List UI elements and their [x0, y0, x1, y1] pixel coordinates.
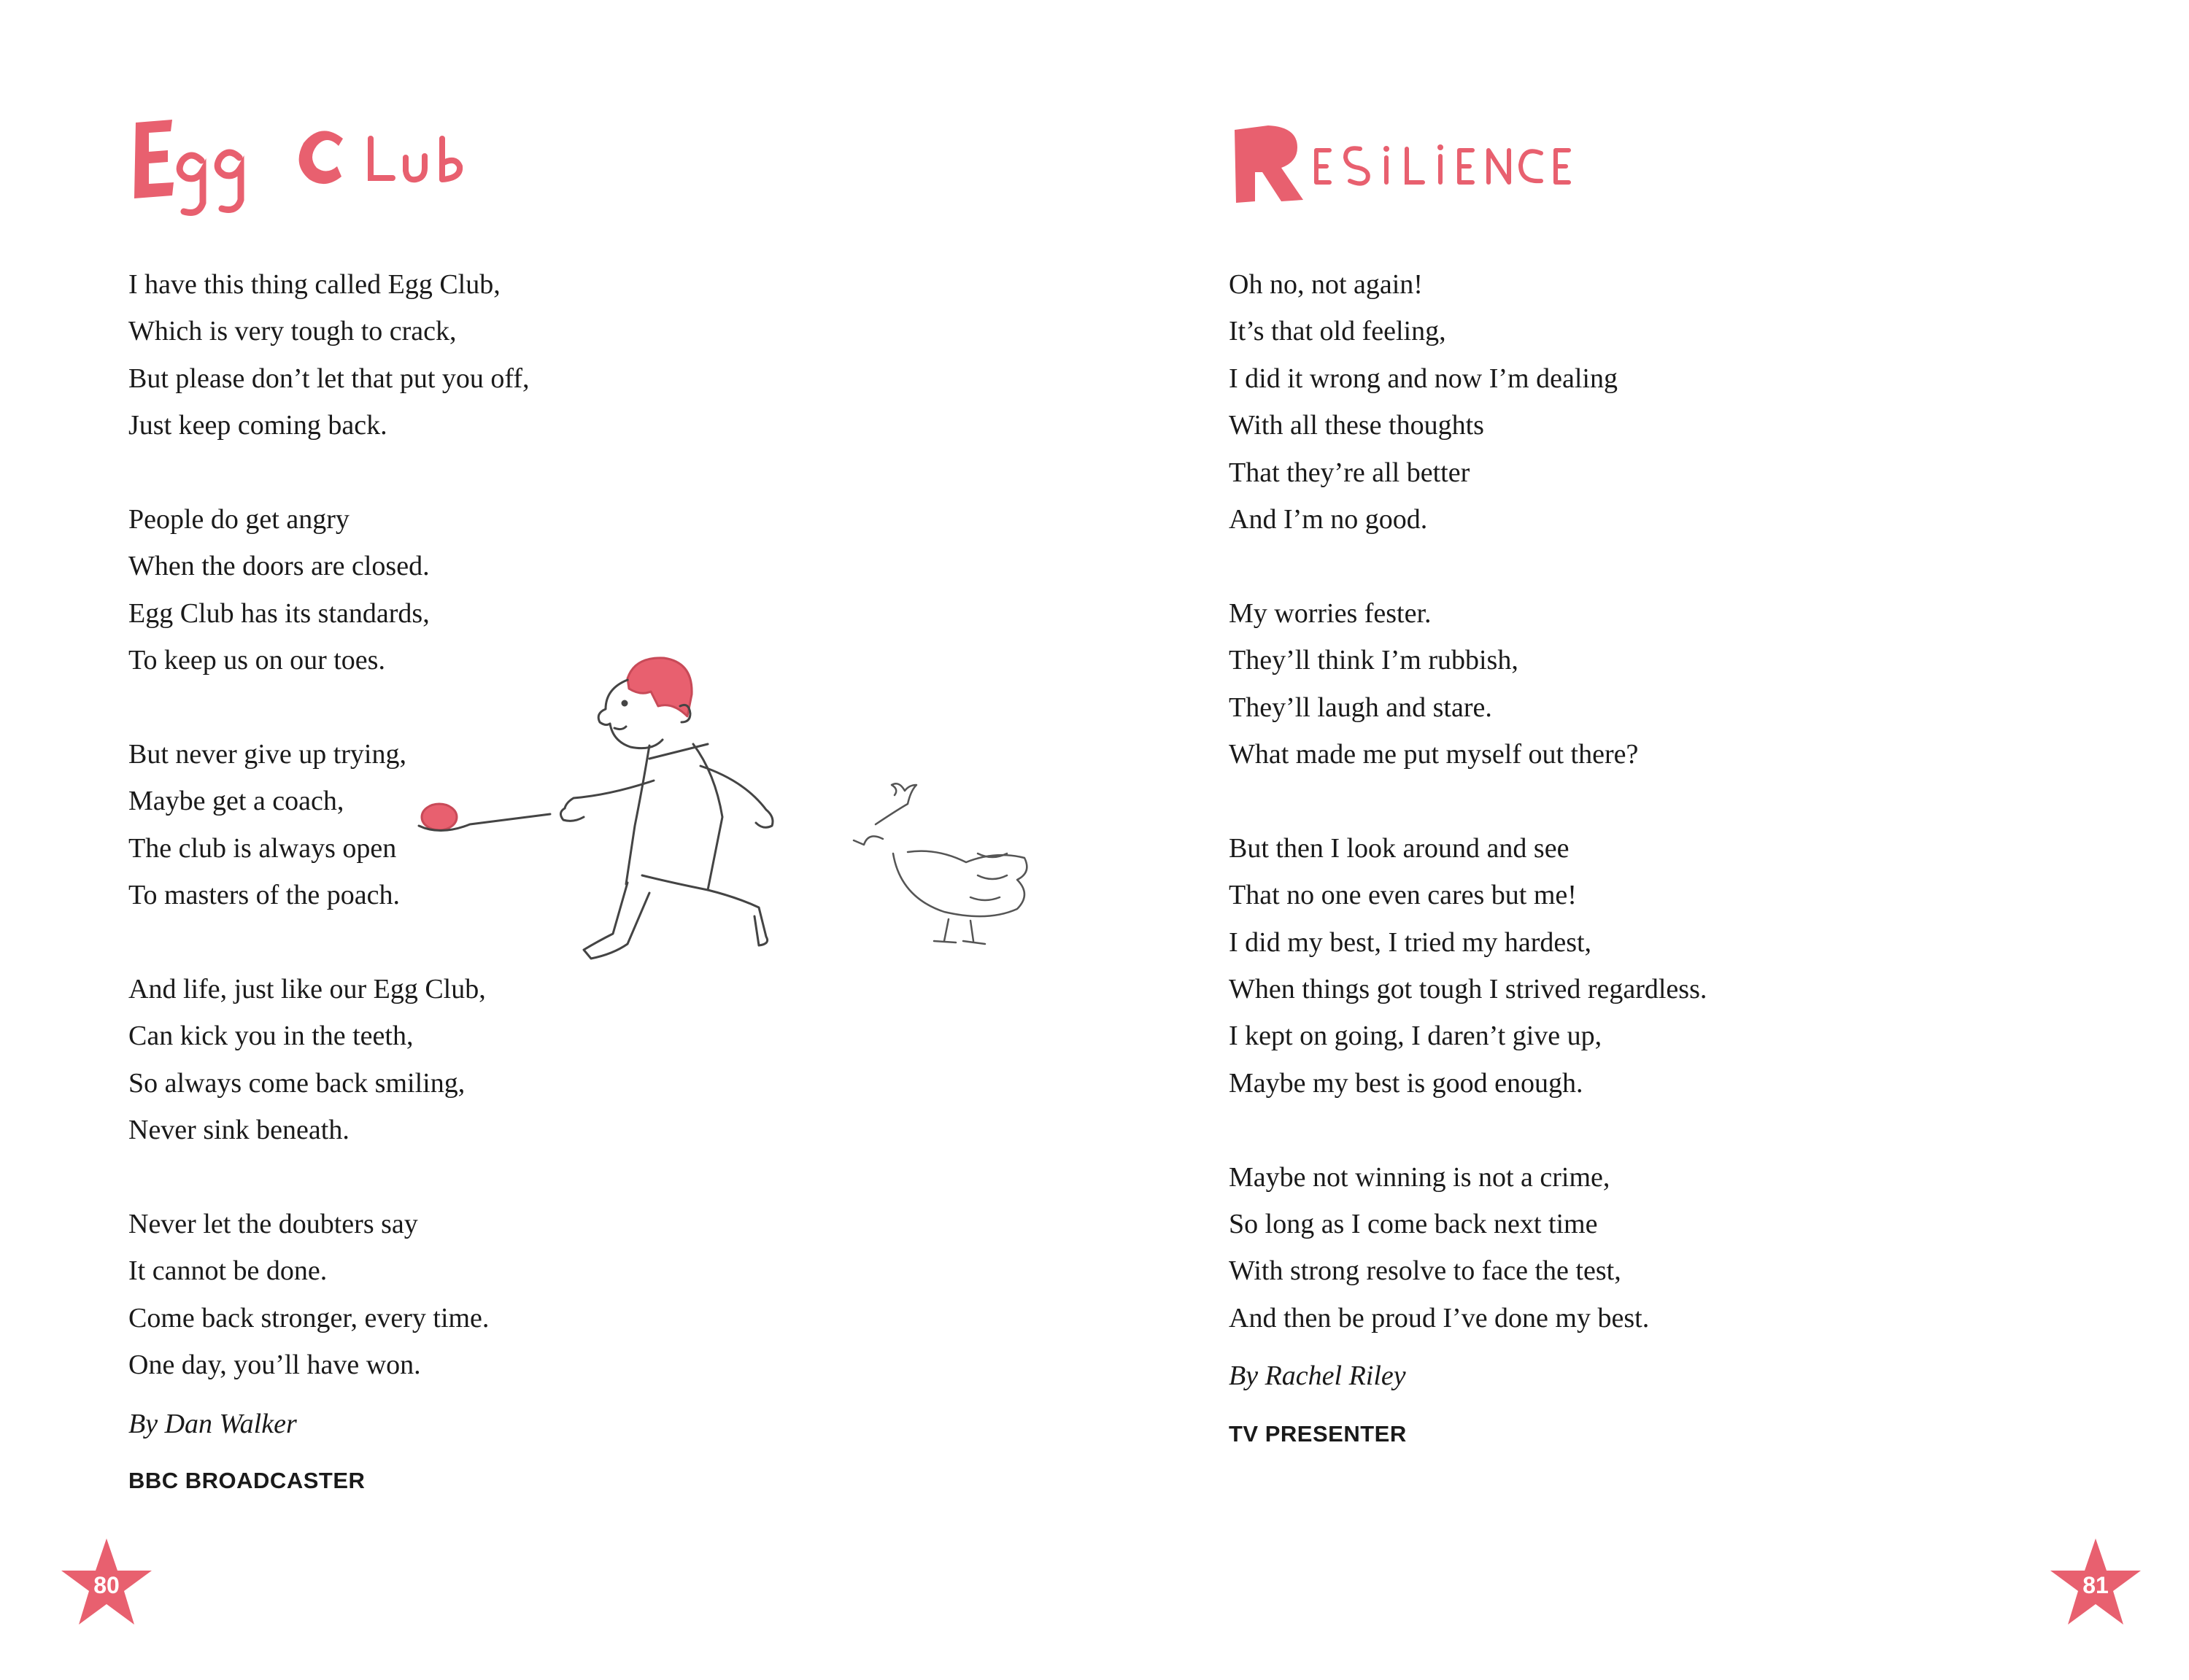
poem-line: Never sink beneath. [128, 1115, 350, 1146]
poem-line: Oh no, not again! [1229, 269, 1423, 300]
poem-line: When things got tough I strived regardless. [1229, 974, 1707, 1005]
poem-line: With strong resolve to face the test, [1229, 1255, 1621, 1287]
page-number-badge [2046, 1536, 2145, 1635]
poem-line: To keep us on our toes. [128, 645, 385, 676]
poem-line: My worries fester. [1229, 597, 1432, 629]
poem-line: Maybe my best is good enough. [1229, 1067, 1583, 1099]
poem-line: Can kick you in the teeth, [128, 1021, 414, 1052]
left-page [0, 0, 1094, 1680]
stanza [1229, 1154, 1707, 1342]
stanza [128, 261, 530, 449]
poem-line: The club is always open [128, 832, 397, 864]
poem-line: Come back stronger, every time. [128, 1302, 490, 1333]
poem-line: One day, you’ll have won. [128, 1350, 421, 1381]
poem-title-resilience [1232, 109, 1597, 219]
poem-line: So always come back smiling, [128, 1067, 466, 1099]
byline: By Dan Walker [128, 1409, 297, 1439]
poem-line: But then I look around and see [1229, 832, 1570, 864]
poem-line: Which is very tough to crack, [128, 316, 457, 347]
resilience-lettering [1232, 109, 1597, 219]
poem-line: With all these thoughts [1229, 410, 1484, 441]
poem-line: And life, just like our Egg Club, [128, 974, 486, 1005]
right-page [1094, 0, 2189, 1680]
poem-line: People do get angry [128, 504, 350, 535]
poem-line: That no one even cares but me! [1229, 880, 1577, 911]
poem-line: Egg Club has its standards, [128, 597, 430, 629]
poem-line: And I’m no good. [1229, 504, 1428, 535]
poem-line: But please don’t let that put you off, [128, 363, 530, 394]
poem-resilience [1229, 261, 1707, 1389]
poem-line: Just keep coming back. [128, 410, 387, 441]
credit: TV PRESENTER [1229, 1421, 1407, 1447]
poem-line: Maybe get a coach, [128, 786, 344, 817]
illustration [409, 635, 1065, 999]
poem-line: To masters of the poach. [128, 880, 400, 911]
poem-line: I kept on going, I daren’t give up, [1229, 1021, 1602, 1052]
stanza [1229, 261, 1707, 543]
poem-line: That they’re all better [1229, 457, 1470, 488]
poem-line: When the doors are closed. [128, 551, 430, 582]
poem-line: I did it wrong and now I’m dealing [1229, 363, 1618, 394]
page-number: 80 [93, 1572, 120, 1598]
poem-line: I did my best, I tried my hardest, [1229, 926, 1592, 958]
stanza [1229, 590, 1707, 778]
egg-club-lettering [130, 109, 480, 219]
poem-line: So long as I come back next time [1229, 1209, 1598, 1240]
poem-line: Never let the doubters say [128, 1209, 418, 1240]
page-number-badge [57, 1536, 156, 1635]
poem-line: It cannot be done. [128, 1255, 328, 1287]
poem-line: They’ll laugh and stare. [1229, 692, 1492, 723]
poem-line: And then be proud I’ve done my best. [1229, 1302, 1650, 1333]
poem-line: They’ll think I’m rubbish, [1229, 645, 1518, 676]
stanza [1229, 825, 1707, 1107]
byline: By Rachel Riley [1229, 1360, 1406, 1391]
poem-title-egg-club [130, 109, 480, 219]
poem-line: What made me put myself out there? [1229, 739, 1639, 770]
poem-line: I have this thing called Egg Club, [128, 269, 501, 300]
poem-line: It’s that old feeling, [1229, 316, 1446, 347]
stanza [128, 1201, 530, 1389]
chicken-icon [854, 783, 1027, 944]
page-number: 81 [2082, 1572, 2109, 1598]
poem-line: But never give up trying, [128, 739, 406, 770]
credit: BBC BROADCASTER [128, 1468, 366, 1493]
man-figure-icon [560, 658, 773, 959]
egg-icon [422, 804, 457, 830]
poem-line: Maybe not winning is not a crime, [1229, 1161, 1610, 1193]
